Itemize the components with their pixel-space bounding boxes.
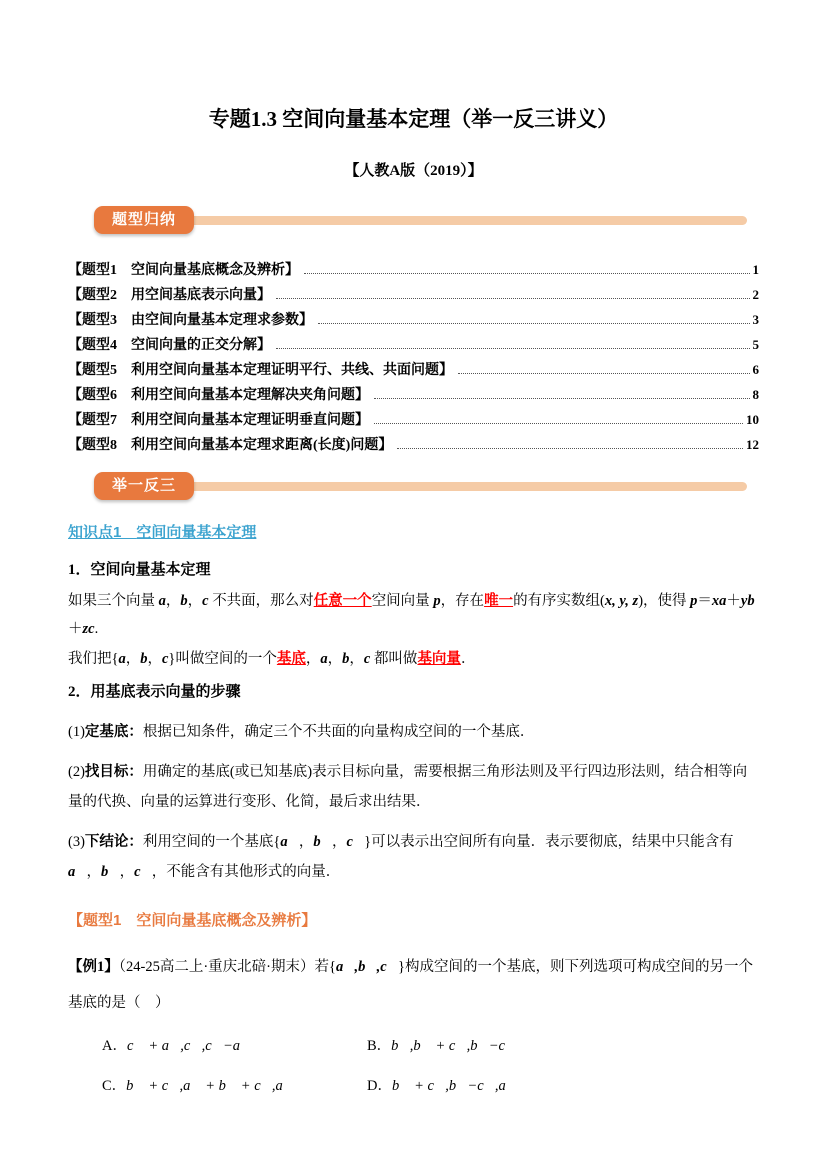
- toc-item-label: 【题型5 利用空间向量基本定理证明平行、共线、共面问题】: [68, 363, 453, 378]
- toc-page-number: 2: [752, 287, 759, 302]
- option-b-label: B．: [367, 1038, 392, 1054]
- option-d-expression: b⃗ + c⃗,b⃗−c⃗,a⃗: [391, 1078, 518, 1094]
- toc-item[interactable]: [68, 408, 759, 433]
- toc-item[interactable]: [68, 433, 759, 458]
- toc-item[interactable]: [68, 283, 759, 308]
- practice-section-banner: [68, 472, 759, 500]
- knowledge-point-heading: [68, 522, 759, 543]
- practice-badge: 举一反三: [94, 472, 194, 500]
- toc-dot-leader: [276, 348, 750, 349]
- option-c: [102, 1073, 367, 1099]
- option-d: [367, 1073, 759, 1099]
- banner-bar: [104, 482, 747, 491]
- toc-item-label: 【题型4 空间向量的正交分解】: [68, 338, 271, 353]
- option-c-expression: b⃗ + c⃗,a⃗ + b⃗ + c⃗,a⃗: [126, 1078, 295, 1094]
- toc-page-number: 8: [752, 387, 759, 402]
- knowledge-point-title: 空间向量基本定理: [136, 524, 257, 541]
- section-2-heading: 2．用基底表示向量的步骤: [68, 684, 241, 700]
- toc-dot-leader: [374, 423, 743, 424]
- toc-item[interactable]: [68, 333, 759, 358]
- section-1-heading: 1．空间向量基本定理: [68, 562, 211, 578]
- option-a-label: A．: [102, 1038, 127, 1054]
- toc-page-number: 10: [746, 412, 759, 427]
- toc-dot-leader: [276, 298, 750, 299]
- toc-page-number: 5: [752, 337, 759, 352]
- toc-dot-leader: [304, 273, 750, 274]
- knowledge-point-number: 知识点1: [68, 524, 137, 541]
- toc-dot-leader: [397, 448, 743, 449]
- toc-dot-leader: [458, 373, 750, 374]
- example-1-options: [68, 1033, 759, 1099]
- step-2-paragraph: (2)找目标：用确定的基底(或已知基底)表示目标向量，需要根据三角形法则及平行四边形法则，结合相等向量的代换、向量的运算进行变形、化简，最后求出结果．: [68, 764, 748, 810]
- page-title: 专题1.3 空间向量基本定理（举一反三讲义）: [208, 107, 619, 131]
- toc-item-label: 【题型6 利用空间向量基本定理解决夹角问题】: [68, 388, 369, 403]
- toc-item-label: 【题型8 利用空间向量基本定理求距离(长度)问题】: [68, 438, 393, 453]
- example-1-stem: 【例1】（24-25高二上·重庆北碚·期末）若{a⃗,b⃗,c⃗}构成空间的一个基底，则下列选项可构成空间的另一个基底的是（ ）: [68, 959, 753, 1011]
- toc-item[interactable]: [68, 383, 759, 408]
- toc-item[interactable]: [68, 308, 759, 333]
- edition-label: 【人教A版（2019）】: [344, 163, 483, 179]
- toc-page-number: 1: [752, 262, 759, 277]
- toc-dot-leader: [374, 398, 750, 399]
- step-3-paragraph: (3)下结论：利用空间的一个基底{a⃗，b⃗，c⃗}可以表示出空间所有向量．表示要彻底，结果中只能含有 a⃗，b⃗，c⃗，不能含有其他形式的向量．: [68, 834, 734, 880]
- step-1-paragraph: (1)定基底：根据已知条件，确定三个不共面的向量构成空间的一个基底．: [68, 724, 535, 740]
- option-b: [367, 1033, 759, 1059]
- toc-item[interactable]: [68, 358, 759, 383]
- toc-section-banner: [68, 206, 759, 234]
- option-c-label: C．: [102, 1078, 127, 1094]
- toc-page-number: 6: [752, 362, 759, 377]
- toc-page-number: 3: [752, 312, 759, 327]
- option-b-expression: b⃗,b⃗ + c⃗,b⃗−c⃗: [391, 1038, 517, 1054]
- topic-1-heading: 【题型1 空间向量基底概念及辨析】: [68, 912, 317, 929]
- toc-item-label: 【题型2 用空间基底表示向量】: [68, 288, 271, 303]
- toc-item-label: 【题型7 利用空间向量基本定理证明垂直问题】: [68, 413, 369, 428]
- basis-definition-paragraph: 我们把{a，b，c}叫做空间的一个基底，a，b，c 都叫做基向量．: [68, 651, 476, 667]
- theorem-paragraph: 如果三个向量 a，b，c 不共面，那么对任意一个空间向量 p，存在唯一的有序实数组(x, y, z)，使得 p＝xa＋yb＋zc.: [68, 593, 755, 637]
- toc-badge: 题型归纳: [94, 206, 194, 234]
- option-a-expression: c⃗ + a⃗,c⃗,c⃗−a⃗: [126, 1038, 252, 1054]
- toc-page-number: 12: [746, 437, 759, 452]
- banner-bar: [104, 216, 747, 225]
- toc-item[interactable]: [68, 258, 759, 283]
- toc-item-label: 【题型1 空间向量基底概念及辨析】: [68, 263, 299, 278]
- toc-item-label: 【题型3 由空间向量基本定理求参数】: [68, 313, 313, 328]
- table-of-contents: [68, 258, 759, 458]
- option-a: [102, 1033, 367, 1059]
- toc-dot-leader: [318, 323, 750, 324]
- option-d-label: D．: [367, 1078, 392, 1094]
